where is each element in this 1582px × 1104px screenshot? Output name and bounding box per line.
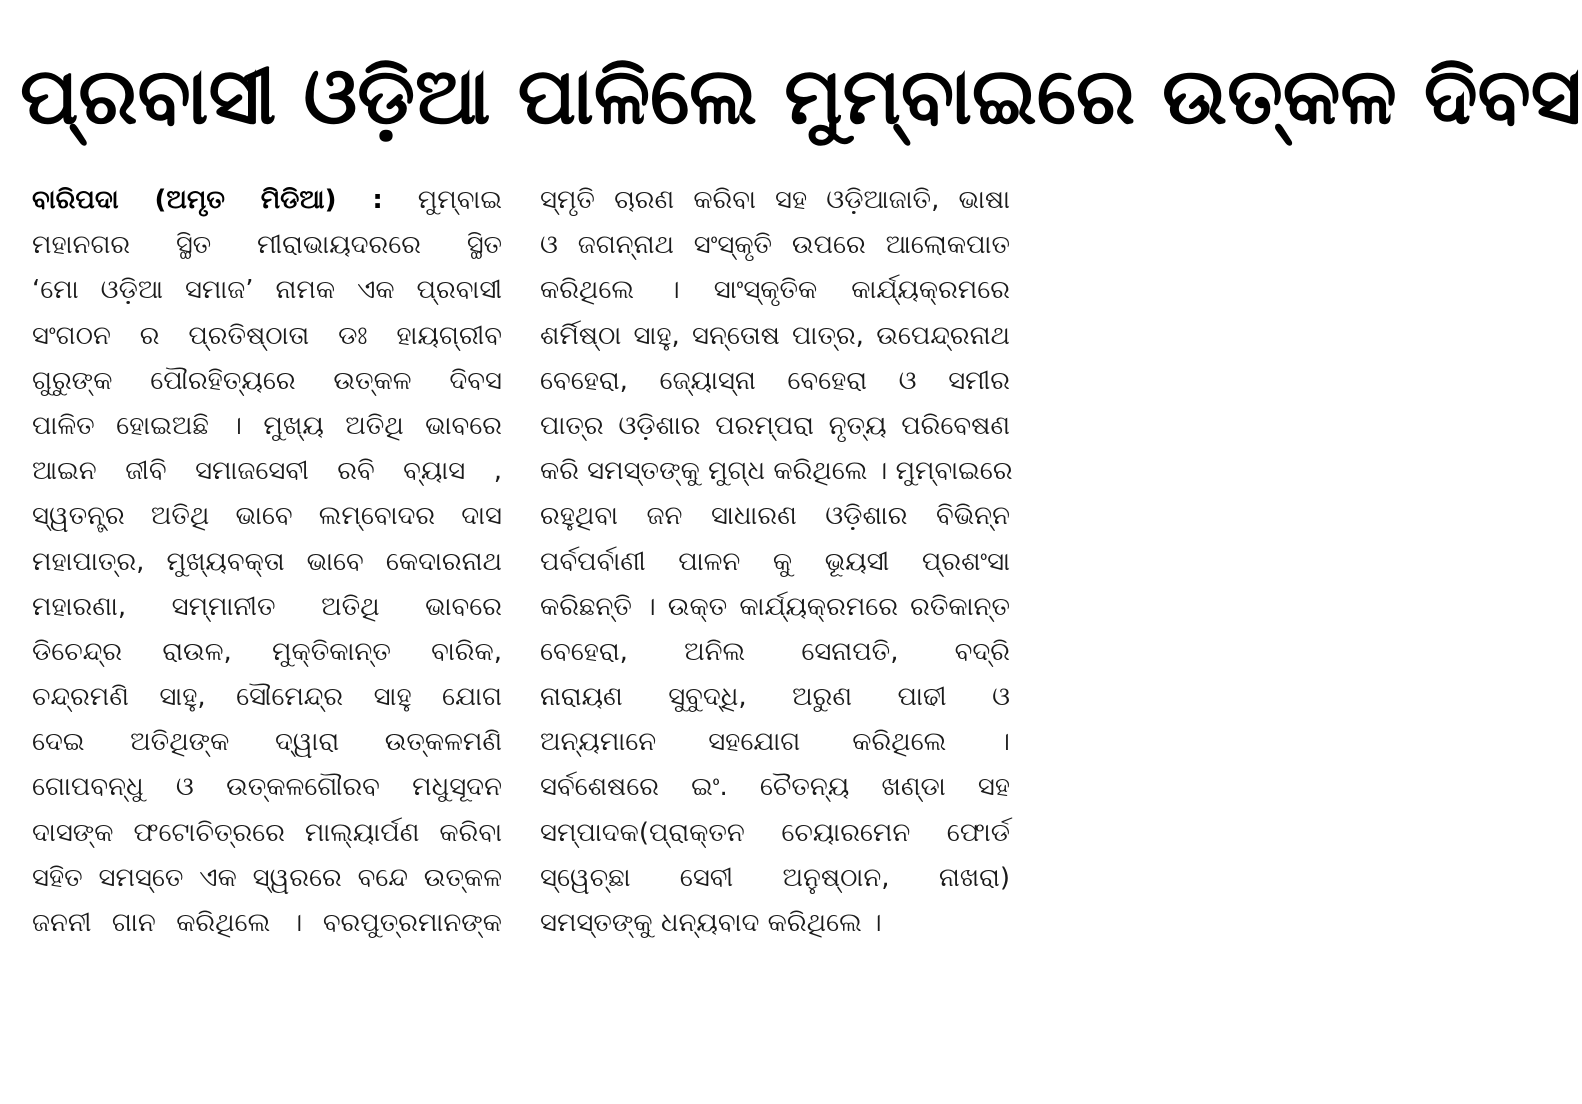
article-line: ସ୍ମୃତି ଚାରଣ କରିବା ସହ ଓଡ଼ିଆଜାତି, ଭାଷା — [540, 185, 1010, 215]
article-line: ସମସ୍ତଙ୍କୁ ଧନ୍ୟବାଦ କରିଥିଲେ । — [540, 908, 882, 938]
article-line: ଡିଚେନ୍ଦ୍ର ରାଉଳ, ମୁକ୍ତିକାନ୍ତ ବାରିକ, — [32, 636, 502, 667]
article-line: ମହାରଣା, ସମ୍ମାନୀତ ଅତିଥି ଭାବରେ — [32, 591, 502, 622]
article-line: ମହାନଗର ସ୍ଥିତ ମୀରାଭାୟଦରରେ ସ୍ଥିତ — [32, 230, 502, 261]
article-line — [32, 178, 502, 223]
article-line: ‘ମୋ ଓଡ଼ିଆ ସମାଜ’ ନାମକ ଏକ ପ୍ରବାସୀ — [32, 275, 502, 306]
headline: ପ୍ରବାସୀ ଓଡ଼ିଆ ପାଳିଲେ ମୁମ୍ବାଇରେ ଉତ୍କଳ ଦିବସ — [20, 52, 1582, 142]
article-line: କରି ସମସ୍ତଙ୍କୁ ମୁଗ୍ଧ କରିଥିଲେ । ମୁମ୍ବାଇରେ — [540, 456, 1013, 487]
article-line: ଗୋପବନ୍ଧୁ ଓ ଉତ୍କଳଗୌରବ ମଧୁସୂଦନ — [32, 772, 502, 803]
article-line: ସଂଗଠନ ର ପ୍ରତିଷ୍ଠାତା ଡଃ ହାୟଗ୍ରୀବ — [32, 320, 502, 351]
article-line: କରିଛନ୍ତି । ଉକ୍ତ କାର୍ଯ୍ୟକ୍ରମରେ ରତିକାନ୍ତ — [540, 591, 1010, 622]
article-line: ଦେଇ ଅତିଥିଙ୍କ ଦ୍ୱାରା ଉତ୍କଳମଣି — [32, 727, 502, 758]
article-line: ସର୍ବଶେଷରେ ଇଂ. ଚୈତନ୍ୟ ଖଣ୍ଡା ସହ — [540, 772, 1010, 803]
article-line: ଆଇନ ଜୀବି ସମାଜସେବୀ ରବି ବ୍ୟାସ , — [32, 456, 502, 487]
article-line: ଜନନୀ ଗାନ କରିଥିଲେ । ବରପୁତ୍ରମାନଙ୍କ — [32, 908, 502, 938]
article-line: ରହୁଥିବା ଜନ ସାଧାରଣ ଓଡ଼ିଶାର ବିଭିନ୍ନ — [540, 501, 1010, 532]
article-line: ମହାପାତ୍ର, ମୁଖ୍ୟବକ୍ତା ଭାବେ କେଦାରନାଥ — [32, 546, 502, 577]
article-line: ବେହେରା, ଅନିଲ ସେନାପତି, ବଦ୍ରି — [540, 636, 1010, 667]
article-line: ଦାସଙ୍କ ଫଟୋଚିତ୍ରରେ ମାଲ୍ୟାର୍ପଣ କରିବା — [32, 817, 502, 848]
article-line-text: ମୁମ୍ବାଇ — [417, 185, 502, 215]
article-line: ଗୁରୁଙ୍କ ପୌରହିତ୍ୟରେ ଉତ୍କଳ ଦିବସ — [32, 365, 502, 396]
article-column-left — [32, 178, 502, 946]
article-line: ଚନ୍ଦ୍ରମଣି ସାହୁ, ସୌମେନ୍ଦ୍ର ସାହୁ ଯୋଗ — [32, 682, 502, 713]
article-column-right — [540, 178, 1013, 946]
article-line: ନାରାୟଣ ସୁବୁଦ୍ଧି, ଅରୁଣ ପାଢୀ ଓ — [540, 682, 1010, 713]
article-line: ପାଳିତ ହୋଇଅଛି । ମୁଖ୍ୟ ଅତିଥି ଭାବରେ — [32, 410, 502, 441]
article-line: ସ୍ୱେଚ୍ଛା ସେବୀ ଅନୁଷ୍ଠାନ, ନାଖରା) — [540, 862, 1010, 893]
article-line: ପର୍ବପର୍ବାଣୀ ପାଳନ କୁ ଭୂୟସୀ ପ୍ରଶଂସା — [540, 546, 1010, 577]
article-line: ଓ ଜଗନ୍ନାଥ ସଂସ୍କୃତି ଉପରେ ଆଲୋକପାତ — [540, 230, 1010, 261]
article-line: ବେହେରା, ଜ୍ୟୋସ୍ନା ବେହେରା ଓ ସମୀର — [540, 365, 1010, 396]
article-line: ଅନ୍ୟମାନେ ସହଯୋଗ କରିଥିଲେ । — [540, 727, 1010, 758]
article-line: କରିଥିଲେ । ସାଂସ୍କୃତିକ କାର୍ଯ୍ୟକ୍ରମରେ — [540, 275, 1010, 306]
article-line: ଶର୍ମିଷ୍ଠା ସାହୁ, ସନ୍ତୋଷ ପାତ୍ର, ଉପେନ୍ଦ୍ରନାଥ — [540, 320, 1010, 351]
article-line: ସହିତ ସମସ୍ତେ ଏକ ସ୍ୱରରେ ବନ୍ଦେ ଉତ୍କଳ — [32, 862, 502, 893]
article-line: ସ୍ୱତନ୍ତ୍ର ଅତିଥି ଭାବେ ଲମ୍ବୋଦର ଦାସ — [32, 501, 502, 532]
dateline: ବାରିପଦା (ଅମୃତ ମିଡିଆ) : — [32, 185, 383, 215]
article-line: ସମ୍ପାଦକ(ପ୍ରାକ୍ତନ ଚେୟାରମେନ ଫୋର୍ଡ — [540, 817, 1010, 848]
article-line: ପାତ୍ର ଓଡ଼ିଶାର ପରମ୍ପରା ନୃତ୍ୟ ପରିବେଷଣ — [540, 410, 1010, 441]
